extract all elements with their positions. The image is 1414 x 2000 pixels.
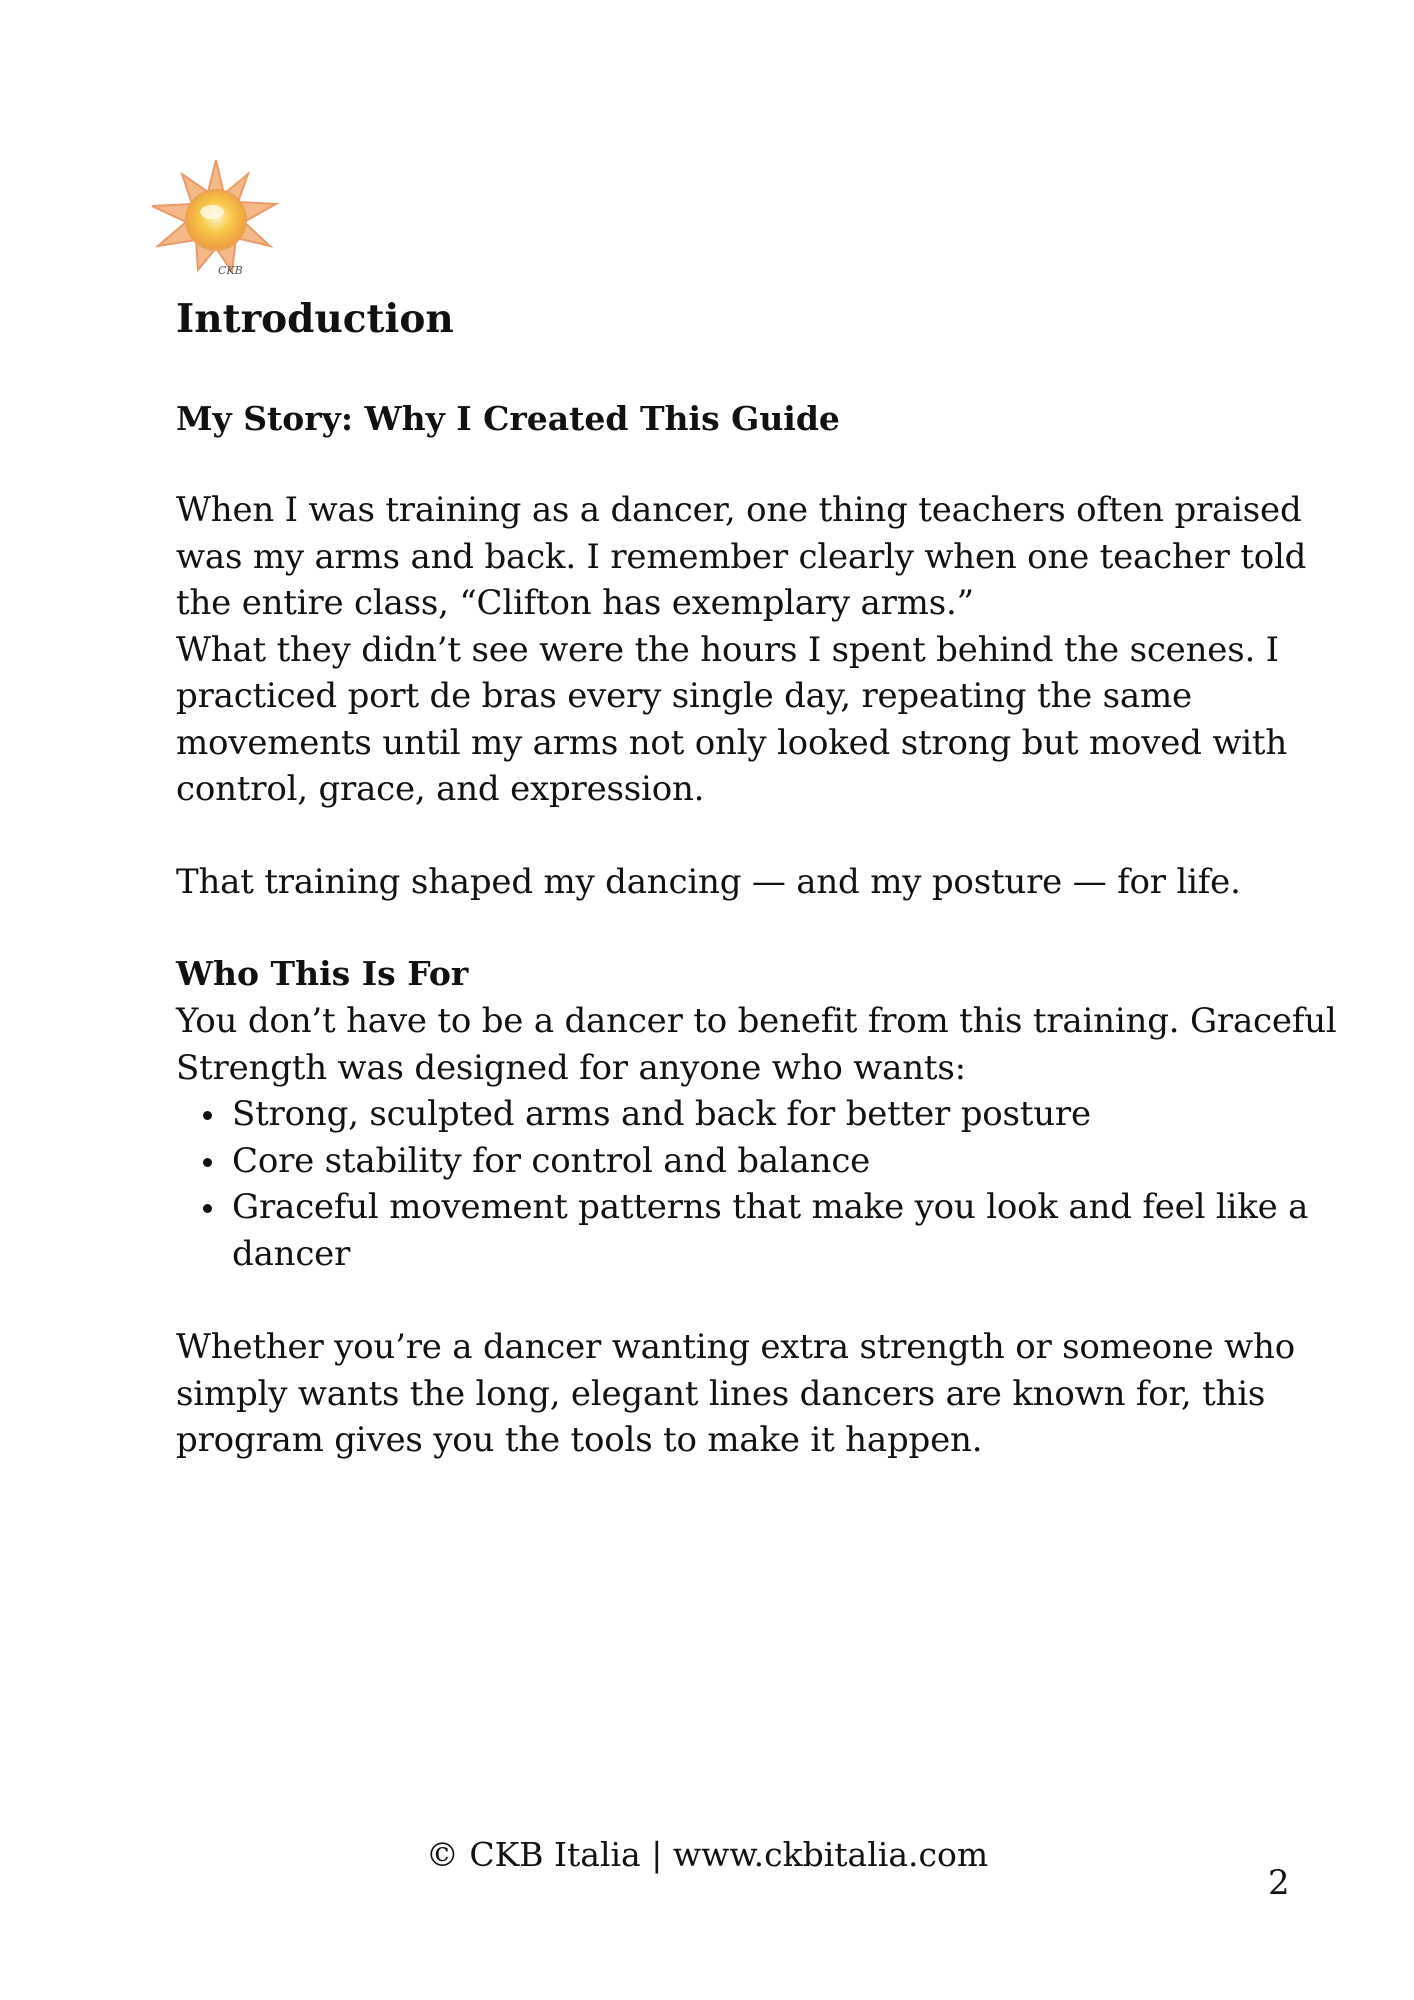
text-line: movements until my arms not only looked strong but moved with <box>176 722 1288 763</box>
training-paragraph <box>176 859 1241 906</box>
bullet-icon <box>203 1111 212 1120</box>
text-line: Strength was designed for anyone who wants: <box>176 1047 966 1088</box>
text-line: What they didn’t see were the hours I spent behind the scenes. I <box>176 629 1279 670</box>
benefits-list <box>176 1091 1308 1277</box>
footer-copyright: © CKB Italia | www.ckbitalia.com <box>425 1835 989 1874</box>
text-line: Graceful movement patterns that make you look and feel like a <box>232 1187 1309 1227</box>
list-item <box>176 1138 1308 1185</box>
closing-paragraph <box>176 1324 1295 1464</box>
page-title: Introduction <box>176 296 454 342</box>
text-line: When I was training as a dancer, one thing teachers often praised <box>176 490 1302 530</box>
sun-core-shape <box>186 190 246 250</box>
text-line: You don’t have to be a dancer to benefit from this training. Graceful <box>176 1001 1337 1041</box>
text-line: control, grace, and expression. <box>176 769 705 809</box>
list-item <box>176 1091 1308 1138</box>
list-item <box>176 1184 1308 1277</box>
bullet-icon <box>203 1158 212 1167</box>
text-line: Core stability for control and balance <box>232 1140 871 1181</box>
text-line: program gives you the tools to make it happen. <box>176 1420 983 1460</box>
text-line: Strong, sculpted arms and back for better posture <box>232 1094 1091 1134</box>
text-line: Whether you’re a dancer wanting extra strength or someone who <box>176 1327 1295 1367</box>
sun-logo-icon <box>152 160 280 282</box>
page-number: 2 <box>1268 1863 1290 1903</box>
story-paragraph <box>176 487 1306 813</box>
logo-initials: CKB <box>218 264 243 277</box>
text-line: That training shaped my dancing — and my posture — for life. <box>176 862 1241 902</box>
text-line: dancer <box>232 1233 351 1274</box>
bullet-icon <box>203 1204 212 1213</box>
section-heading-who-for: Who This Is For <box>176 954 469 993</box>
text-line: was my arms and back. I remember clearly when one teacher told <box>176 536 1307 577</box>
section-heading-my-story: My Story: Why I Created This Guide <box>176 399 840 438</box>
who-for-intro <box>176 998 1337 1091</box>
text-line: the entire class, “Clifton has exemplary arms.” <box>176 583 974 623</box>
text-line: practiced port de bras every single day, repeating the same <box>176 676 1192 716</box>
text-line: simply wants the long, elegant lines dancers are known for, this <box>176 1373 1266 1414</box>
